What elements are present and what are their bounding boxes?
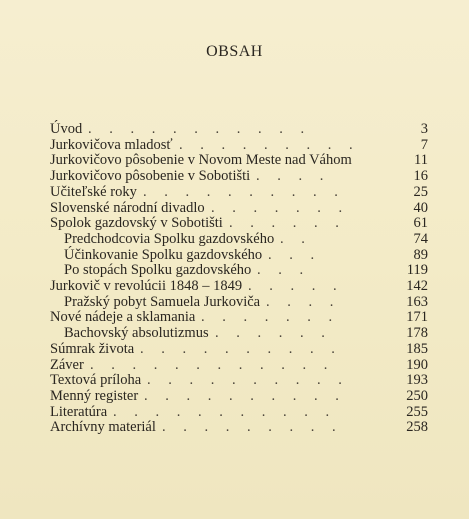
toc-entry-page-number: 25 xyxy=(413,183,428,200)
toc-entry-page-number: 255 xyxy=(406,403,428,420)
toc-entry-title: Po stopách Spolku gazdovského xyxy=(64,262,252,279)
toc-entry-page-number: 61 xyxy=(413,215,428,232)
toc-entry-title: Textová príloha xyxy=(50,372,142,389)
toc-entry xyxy=(50,341,428,358)
toc-entry-page-number: 40 xyxy=(413,199,428,216)
toc-entry-leader: . . . . xyxy=(256,168,331,185)
toc-entry-title: Jurkovičovo pôsobenie v Sobotišti xyxy=(50,168,251,185)
toc-entry-leader: . . . xyxy=(268,246,322,263)
toc-entry xyxy=(50,121,428,138)
toc-entry-title: Archívny materiál xyxy=(50,419,156,436)
toc-entry-leader: . . . . . . . xyxy=(201,309,340,326)
toc-entry-title: Úvod xyxy=(50,121,83,137)
toc-entry-page-number: 74 xyxy=(413,230,428,247)
toc-entry-page-number: 193 xyxy=(406,372,428,389)
toc-entry xyxy=(50,294,428,311)
toc-entry-page-number: 16 xyxy=(413,168,428,185)
toc-entry-title: Jurkovičova mladosť xyxy=(50,136,173,153)
toc-entry-leader: . . . . . . xyxy=(215,325,332,342)
toc-entry xyxy=(50,152,428,169)
toc-entry xyxy=(50,372,428,389)
toc-entry xyxy=(50,168,428,185)
toc-entry xyxy=(50,419,428,436)
toc-entry-leader: . . xyxy=(280,230,312,247)
toc-entry-title: Spolok gazdovský v Sobotišti xyxy=(50,215,223,232)
toc-entry-title: Literatúra xyxy=(50,403,108,420)
toc-entry-page-number: 11 xyxy=(414,152,428,169)
toc-entry-page-number: 3 xyxy=(420,121,428,137)
toc-entry xyxy=(50,278,428,295)
toc-entry-leader: . . . . . . . . . xyxy=(162,419,343,436)
toc-entry-leader: . . . . . . . . . . xyxy=(144,387,346,404)
toc-entry-leader: . . . . . . . . . . xyxy=(140,340,342,357)
toc-entry-leader: . . . . . . xyxy=(229,215,346,232)
toc-entry-page-number: 190 xyxy=(406,356,428,373)
toc-entry xyxy=(50,231,428,248)
toc-entry xyxy=(50,200,428,217)
toc-entry-title: Nové nádeje a sklamania xyxy=(50,309,196,326)
toc-entry-leader: . . . . . . . . . . . xyxy=(113,403,337,420)
toc-entry-leader: . . . . . . . . . . . . xyxy=(90,356,335,373)
toc-entry xyxy=(50,247,428,264)
toc-entry-page-number: 258 xyxy=(406,419,428,436)
toc-entry-title: Menný register xyxy=(50,387,139,404)
page-title: OBSAH xyxy=(206,43,263,60)
toc-entry-title: Bachovský absolutizmus xyxy=(64,325,209,342)
toc-entry-title: Jurkovičovo pôsobenie v Novom Meste nad Váhom xyxy=(50,152,352,169)
toc-entry-leader: . . . . . . . . . . xyxy=(147,372,349,389)
toc-entry xyxy=(50,404,428,421)
toc-entry xyxy=(50,215,428,232)
toc-entry-page-number: 119 xyxy=(406,262,428,279)
toc-entry-title: Účinkovanie Spolku gazdovského xyxy=(64,246,263,263)
toc-entry xyxy=(50,184,428,201)
toc-entry xyxy=(50,325,428,342)
toc-entry-page-number: 171 xyxy=(406,309,428,326)
toc-entry-leader: . . . . . . . . . . xyxy=(143,183,345,200)
toc-entry-page-number: 163 xyxy=(406,293,428,310)
toc-entry-leader: . . . . . . . . . xyxy=(179,136,360,153)
toc-entry-title: Učiteľské roky xyxy=(50,183,137,200)
toc-entry-page-number: 185 xyxy=(406,340,428,357)
toc-entry-title: Záver xyxy=(50,356,84,373)
toc-entry-leader: . . . . . . . . . . . xyxy=(88,121,312,137)
toc-entry-title: Jurkovič v revolúcii 1848 – 1849 xyxy=(50,278,243,294)
toc-entry-leader: . . . xyxy=(257,262,311,279)
toc-entry-page-number: 178 xyxy=(406,325,428,342)
toc-entry xyxy=(50,309,428,326)
toc-entry-title: Pražský pobyt Samuela Jurkoviča xyxy=(64,293,261,310)
toc-entry-page-number: 89 xyxy=(413,246,428,263)
toc-entry-title: Súmrak života xyxy=(50,340,135,357)
toc-entry-page-number: 142 xyxy=(406,278,428,294)
toc-entry-title: Slovenské národní divadlo xyxy=(50,199,205,216)
toc-entry-page-number: 7 xyxy=(420,136,428,153)
toc-entry xyxy=(50,357,428,374)
toc-entry xyxy=(50,388,428,405)
toc-entry-page-number: 250 xyxy=(406,387,428,404)
toc-entry-leader: . . . . . xyxy=(248,278,344,294)
toc-entry xyxy=(50,137,428,154)
toc-entry-leader: . . . . xyxy=(266,293,341,310)
toc-entry-title: Predchodcovia Spolku gazdovského xyxy=(64,230,275,247)
toc-entry xyxy=(50,262,428,279)
toc-entry-leader: . . . . . . . xyxy=(211,199,350,216)
